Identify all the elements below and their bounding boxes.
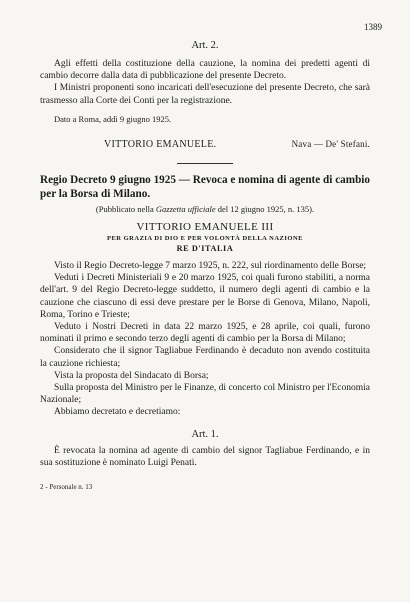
decree-formula: Abbiamo decretato e decretiamo: [54, 407, 181, 418]
recital: Considerato che il signor Tagliabue Ferdinando è decaduto non avendo costituita la cauzione richiesta; [40, 346, 370, 369]
royal-title: RE D'ITALIA [176, 244, 234, 254]
royal-signature: VITTORIO EMANUELE. [104, 139, 217, 151]
royal-formula: PER GRAZIA DI DIO E PER VOLONTÀ DELLA NAZIONE [107, 235, 303, 243]
recital: Veduti i Decreti Ministeriali 9 e 20 marzo 1925, coi quali furono stabiliti, a norma dell'art. 9 del Regio Decreto-legge suddetto, il numero degli agenti di cambio e la cauzione che ciascuno di essi deve prestare per le Borse di Genova, Milano, Napoli, Roma, Torino e Trieste; [40, 273, 370, 320]
recital: Vista la proposta del Sindacato di Borsa; [54, 370, 209, 381]
publication-suffix: del 12 giugno 1925, n. 135). [217, 204, 315, 215]
page-content [40, 40, 370, 491]
article-text: È revocata la nomina ad agente di cambio del signor Tagliabue Ferdinando, e in sua sostituzione è nominato Luigi Penati. [40, 445, 370, 468]
king-name: VITTORIO EMANUELE III [136, 221, 274, 234]
page-number: 1389 [364, 22, 382, 32]
recital: Visto il Regio Decreto-legge 7 marzo 1925, n. 222, sul riordinamento delle Borse; [54, 261, 367, 272]
decree-title: Regio Decreto 9 giugno 1925 — Revoca e nomina di agente di cambio per la Borsa di Milano. [40, 174, 370, 200]
printer-signature-mark: 2 - Personale n. 13 [40, 483, 93, 492]
paragraph: Agli effetti della costituzione della cauzione, la nomina dei predetti agenti di cambio decorre dalla data di pubblicazione del presente Decreto. [40, 59, 370, 82]
recital: Veduto i Nostri Decreti in data 22 marzo 1925, e 28 aprile, coi quali, furono nominati il primo e secondo terzo degli agenti di cambio per la Borsa di Milano; [40, 322, 370, 345]
article-heading-1: Art. 1. [191, 428, 219, 440]
article-heading-2: Art. 2. [191, 40, 219, 51]
countersignature: Nava — De' Stefani. [291, 139, 370, 150]
section-divider [177, 163, 233, 164]
publication-note [40, 204, 370, 214]
publication-prefix: (Pubblicato nella [95, 204, 154, 215]
gazette-name: Gazzetta ufficiale [155, 204, 216, 215]
signature-row [40, 139, 370, 150]
recital: Sulla proposta del Ministro per le Finanze, di concerto col Ministro per l'Economia Nazionale; [40, 383, 370, 406]
dated-line: Dato a Roma, addì 9 giugno 1925. [54, 113, 172, 124]
paragraph: I Ministri proponenti sono incaricati dell'esecuzione del presente Decreto, che sarà trasmesso alla Corte dei Conti per la registrazione. [40, 83, 370, 106]
